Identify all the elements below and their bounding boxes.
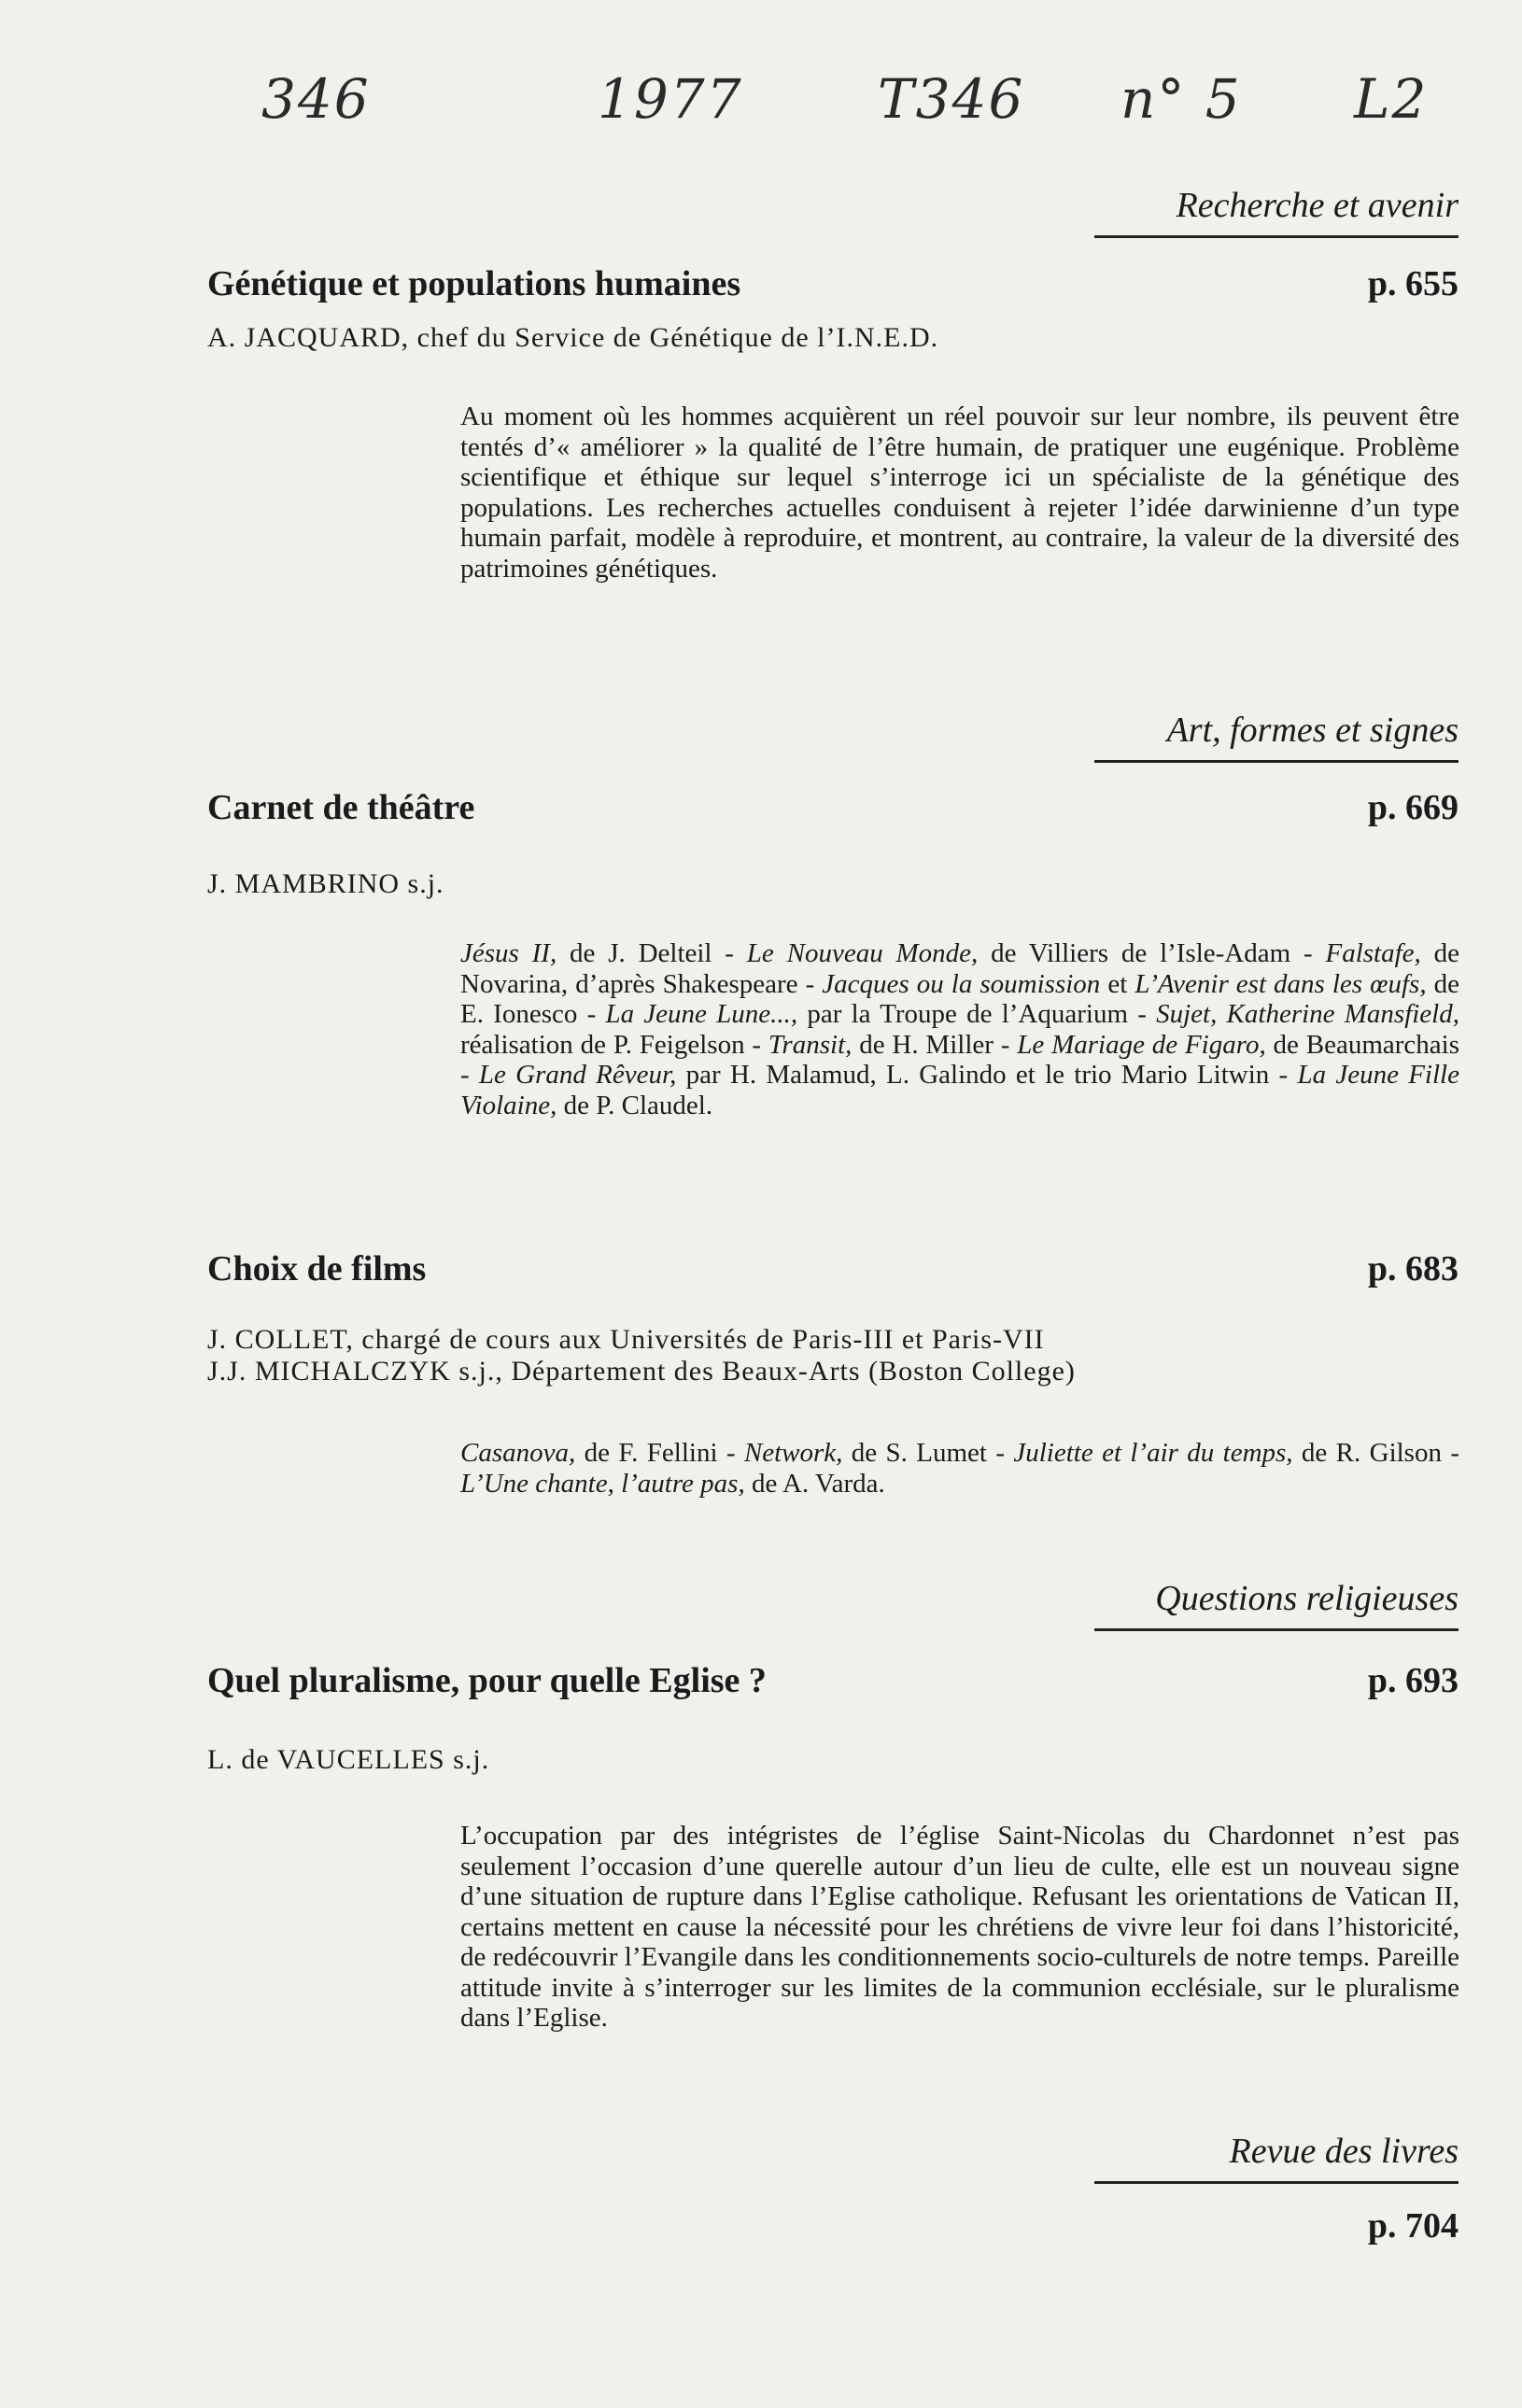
- theatre-segment: et: [1100, 968, 1135, 999]
- handwritten-code: 346: [261, 67, 371, 131]
- article-title-theatre: Carnet de théâtre: [207, 788, 475, 827]
- article-title-films: Choix de films: [207, 1249, 427, 1288]
- films-segment: Casanova,: [460, 1438, 576, 1468]
- article-title-genetique: Génétique et populations humaines: [207, 264, 741, 303]
- theatre-segment: de Beaumarchais -: [460, 1029, 1459, 1090]
- article-page-films: p. 683: [1367, 1249, 1459, 1288]
- films-segment: de R. Gilson -: [1292, 1438, 1459, 1468]
- films-segment: de S. Lumet -: [842, 1438, 1014, 1468]
- section-heading-recherche: Recherche et avenir: [1094, 185, 1459, 238]
- handwritten-mark: L2: [1354, 67, 1429, 131]
- theatre-segment: La Jeune Lune...,: [605, 999, 798, 1029]
- article-author-films-1: J. COLLET, chargé de cours aux Universités de Paris-III et Paris-VII: [207, 1324, 1045, 1355]
- article-author-films-2: J.J. MICHALCZYK s.j., Département des Beaux-Arts (Boston College): [207, 1356, 1076, 1387]
- handwritten-year: 1977: [598, 67, 743, 131]
- article-page-theatre: p. 669: [1367, 788, 1459, 827]
- theatre-segment: Le Mariage de Figaro,: [1017, 1029, 1266, 1060]
- films-segment: de A. Varda.: [744, 1468, 885, 1499]
- films-segment: de F. Fellini -: [575, 1438, 744, 1468]
- films-segment: Network,: [743, 1438, 843, 1468]
- theatre-segment: Falstafe,: [1325, 938, 1421, 968]
- article-abstract-pluralisme: L’occupation par des intégristes de l’église Saint-Nicolas du Chardonnet n’est pas seulement l’occasion d’une querelle autour d’un lieu de culte, elle est un nouveau signe d’une situation de rupture dans l’Eglise catholique. Refusant les orientations de Vatican II, certains mettent en cause la nécessité pour les chrétiens de vivre leur foi dans l’historicité, de redécouvrir l’Evangile dans les conditionnements socio-culturels de notre temps. Pareille attitude invite à s’interroger sur les limites de la communion ecclésiale, sur le pluralisme dans l’Eglise.: [460, 1821, 1459, 2033]
- theatre-segment: par la Troupe de l’Aquarium -: [797, 999, 1157, 1029]
- theatre-segment: Jésus II,: [460, 938, 557, 968]
- article-page-pluralisme: p. 693: [1367, 1661, 1459, 1700]
- article-author-theatre: J. MAMBRINO s.j.: [207, 868, 444, 899]
- films-segment: L’Une chante, l’autre pas,: [460, 1468, 745, 1499]
- handwritten-issue: n° 5: [1120, 67, 1242, 131]
- theatre-segment: de P. Claudel.: [557, 1090, 713, 1120]
- article-author-pluralisme: L. de VAUCELLES s.j.: [207, 1744, 490, 1775]
- section-heading-livres: Revue des livres: [1094, 2131, 1459, 2184]
- handwritten-ref: T346: [878, 67, 1025, 131]
- theatre-segment: L’Avenir est dans les œufs,: [1134, 968, 1427, 999]
- theatre-segment: Jacques ou la soumission: [822, 968, 1101, 999]
- theatre-segment: de Villiers de l’Isle-Adam -: [978, 938, 1326, 968]
- theatre-segment: réalisation de P. Feigelson -: [460, 1029, 768, 1060]
- article-abstract-theatre: [460, 938, 1459, 1120]
- article-page-genetique: p. 655: [1367, 264, 1459, 303]
- article-author-genetique: A. JACQUARD, chef du Service de Génétique de l’I.N.E.D.: [207, 322, 939, 353]
- theatre-segment: Le Nouveau Monde,: [746, 938, 979, 968]
- section-heading-religieuses: Questions religieuses: [1094, 1578, 1459, 1631]
- theatre-segment: de Novarina, d’après Shakespeare -: [460, 938, 1459, 999]
- article-abstract-films: [460, 1438, 1459, 1499]
- theatre-segment: Transit,: [768, 1029, 853, 1060]
- films-segment: Juliette et l’air du temps,: [1013, 1438, 1293, 1468]
- section-heading-art: Art, formes et signes: [1094, 710, 1459, 763]
- theatre-segment: de H. Miller -: [852, 1029, 1018, 1060]
- theatre-segment: de E. Ionesco -: [460, 968, 1459, 1029]
- article-abstract-genetique: Au moment où les hommes acquièrent un réel pouvoir sur leur nombre, ils peuvent être tentés d’« améliorer » la qualité de l’être humain, de pratiquer une eugénique. Problème scientifique et éthique sur lequel s’interroge ici un spécialiste de la génétique des populations. Les recherches actuelles conduisent à rejeter l’idée darwinienne d’un type humain parfait, modèle à reproduire, et montrent, au contraire, la valeur de la diversité des patrimoines génétiques.: [460, 401, 1459, 584]
- theatre-segment: par H. Malamud, L. Galindo et le trio Mario Litwin -: [676, 1060, 1298, 1090]
- article-title-pluralisme: Quel pluralisme, pour quelle Eglise ?: [207, 1661, 767, 1700]
- theatre-segment: de J. Delteil -: [557, 938, 747, 968]
- theatre-segment: Sujet, Katherine Mansfield,: [1156, 999, 1459, 1029]
- theatre-segment: La Jeune Fille Violaine,: [460, 1060, 1459, 1120]
- article-page-livres: p. 704: [1367, 2206, 1459, 2246]
- theatre-segment: Le Grand Rêveur,: [478, 1060, 677, 1090]
